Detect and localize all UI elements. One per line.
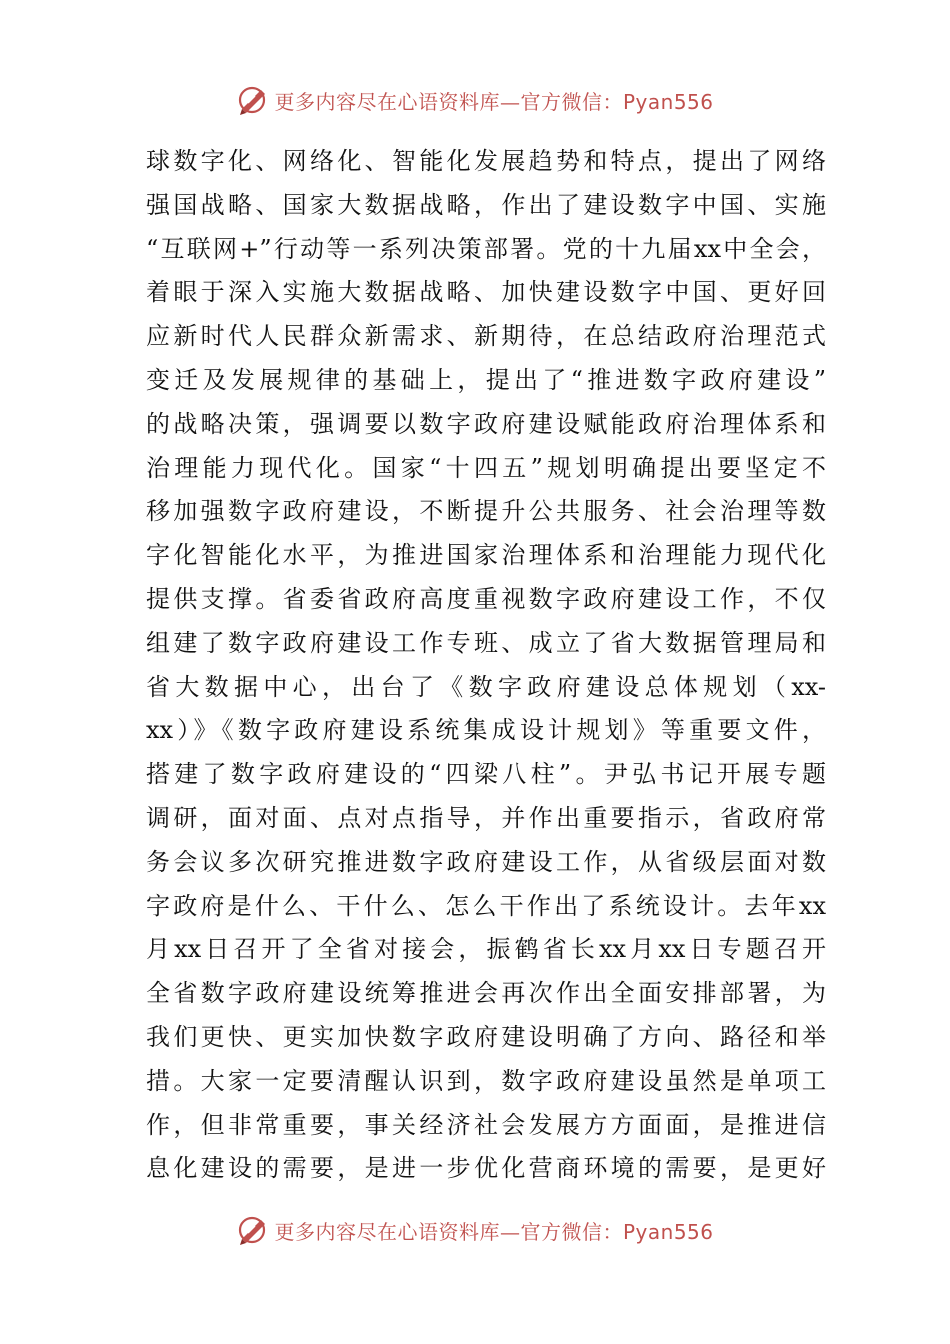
footer-banner-wechat: Pyan556	[622, 1219, 714, 1244]
text-line: 提供支撑。省委省政府高度重视数字政府建设工作，不仅	[146, 584, 826, 613]
header-banner-text: 更多内容尽在心语资料库—官方微信：Pyan556	[274, 89, 714, 114]
text-line: 组建了数字政府建设工作专班、成立了省大数据管理局和	[146, 628, 826, 657]
text-line: 月xx日召开了全省对接会，振鹤省长xx月xx日专题召开	[146, 935, 826, 964]
text-line: 变迁及发展规律的基础上，提出了“推进数字政府建设”	[146, 365, 826, 394]
text-line: 务会议多次研究推进数字政府建设工作，从省级层面对数	[146, 847, 826, 876]
text-line: 作，但非常重要，事关经济社会发展方方面面，是推进信	[146, 1110, 826, 1139]
text-line: 球数字化、网络化、智能化发展趋势和特点，提出了网络	[146, 147, 826, 175]
text-line: 调研，面对面、点对点指导，并作出重要指示，省政府常	[146, 803, 826, 832]
footer-banner	[0, 1210, 950, 1250]
text-line: 治理能力现代化。国家“十四五”规划明确提出要坚定不	[146, 453, 826, 482]
text-line: 着眼于深入实施大数据战略、加快建设数字中国、更好回	[146, 278, 826, 307]
text-line: 我们更快、更实加快数字政府建设明确了方向、路径和举	[146, 1022, 826, 1051]
pen-logo-icon	[236, 83, 270, 117]
pen-logo-icon	[236, 1213, 270, 1247]
text-line: 搭建了数字政府建设的“四梁八柱”。尹弘书记开展专题	[146, 760, 826, 789]
text-line: 息化建设的需要，是进一步优化营商环境的需要，是更好	[146, 1154, 826, 1183]
header-banner	[0, 80, 950, 120]
footer-banner-text: 更多内容尽在心语资料库—官方微信：Pyan556	[274, 1219, 714, 1244]
text-line: 措。大家一定要清醒认识到，数字政府建设虽然是单项工	[146, 1066, 826, 1095]
text-line: xx）》《数字政府建设系统集成设计规划》等重要文件，	[146, 716, 826, 745]
text-line: 移加强数字政府建设，不断提升公共服务、社会治理等数	[146, 497, 826, 526]
document-body	[146, 140, 826, 1191]
text-line: 应新时代人民群众新需求、新期待，在总结政府治理范式	[146, 322, 826, 351]
text-line: “互联网+”行动等一系列决策部署。党的十九届xx中全会，	[146, 234, 826, 263]
text-line: 字政府是什么、干什么、怎么干作出了系统设计。去年xx	[146, 891, 826, 920]
text-line: 的战略决策，强调要以数字政府建设赋能政府治理体系和	[146, 409, 826, 438]
header-banner-wechat: Pyan556	[622, 89, 714, 114]
text-line: 强国战略、国家大数据战略，作出了建设数字中国、实施	[146, 190, 826, 219]
text-line: 省大数据中心，出台了《数字政府建设总体规划（xx-	[146, 672, 826, 701]
text-line: 字化智能化水平，为推进国家治理体系和治理能力现代化	[146, 541, 826, 570]
text-line: 全省数字政府建设统筹推进会再次作出全面安排部署，为	[146, 979, 826, 1008]
